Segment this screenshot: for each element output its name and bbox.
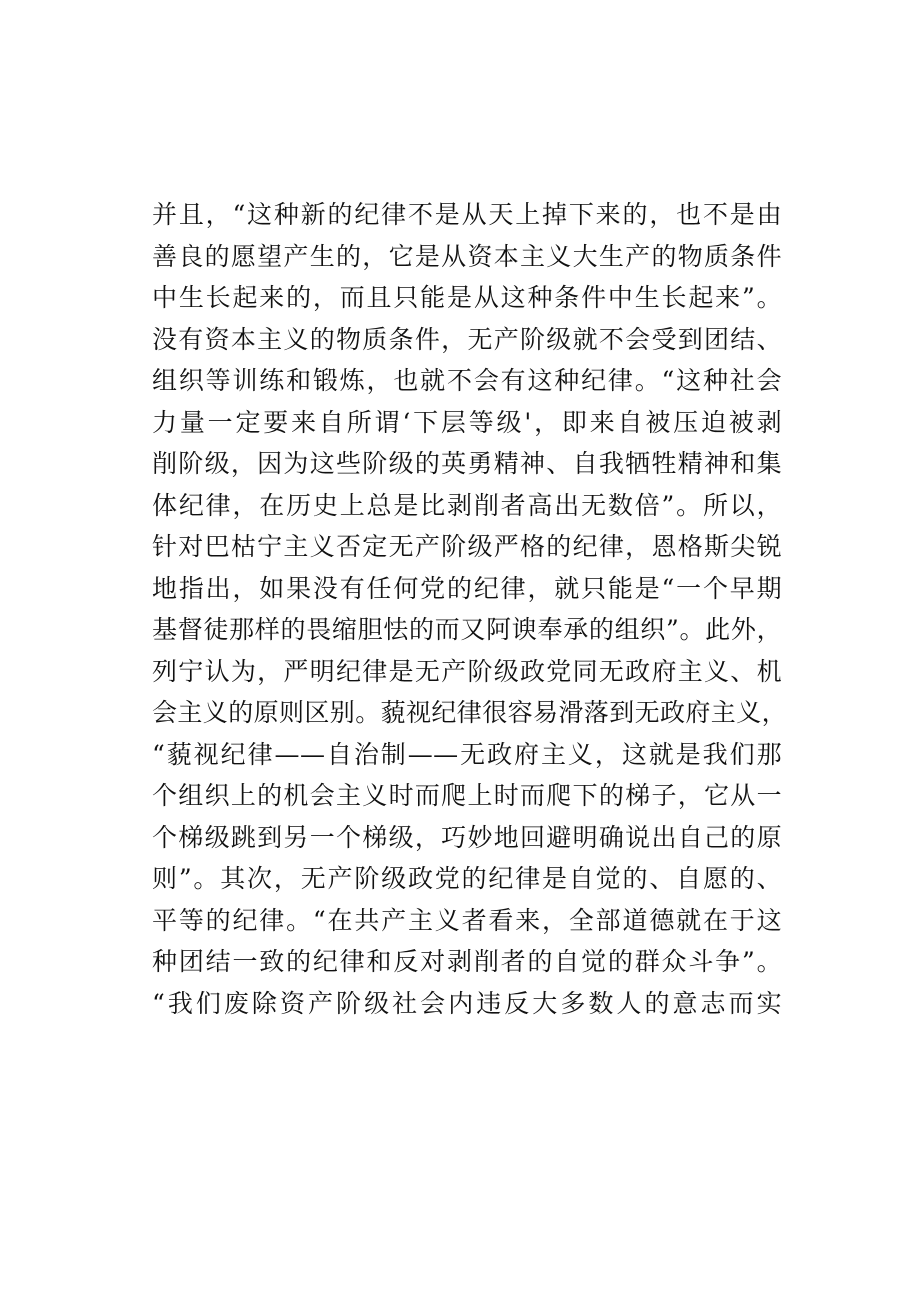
text-line: 个组织上的机会主义时而爬上时而爬下的梯子，它从一 [152,781,782,810]
text-line: 针对巴枯宁主义否定无产阶级严格的纪律，恩格斯尖锐 [152,532,782,561]
text-line: 种团结一致的纪律和反对剥削者的自觉的群众斗争”。 [152,947,782,976]
text-line: 削阶级，因为这些阶级的英勇精神、自我牺牲精神和集 [152,449,782,478]
text-line: 个梯级跳到另一个梯级，巧妙地回避明确说出自己的原 [152,822,782,852]
text-line: 没有资本主义的物质条件，无产阶级就不会受到团结、 [152,324,782,354]
text-line: 则”。其次，无产阶级政党的纪律是自觉的、自愿的、 [152,864,782,893]
text-line: “我们废除资产阶级社会内违反大多数人的意志而实 [152,988,782,1018]
body-paragraph [152,194,788,1024]
text-line: 基督徒那样的畏缩胆怯的而又阿谀奉承的组织”。此外， [152,615,782,644]
text-line: 地指出，如果没有任何党的纪律，就只能是“一个早期 [152,573,782,603]
text-line: 中生长起来的，而且只能是从这种条件中生长起来”。 [152,283,782,312]
text-line: 会主义的原则区别。藐视纪律很容易滑落到无政府主义， [152,698,788,727]
text-line: 体纪律，在历史上总是比剥削者高出无数倍”。所以， [152,490,782,520]
text-line: 善良的愿望产生的，它是从资本主义大生产的物质条件 [152,241,782,271]
text-line: 并且，“这种新的纪律不是从天上掉下来的，也不是由 [152,200,782,229]
text-line: 平等的纪律。“在共产主义者看来，全部道德就在于这 [152,905,782,935]
text-line: 列宁认为，严明纪律是无产阶级政党同无政府主义、机 [152,656,782,686]
text-line: 组织等训练和锻炼，也就不会有这种纪律。“这种社会 [152,366,782,395]
text-line: “藐视纪律——自治制——无政府主义，这就是我们那 [152,739,782,769]
text-line: 力量一定要来自所谓‘下层等级'，即来自被压迫被剥 [152,407,782,437]
